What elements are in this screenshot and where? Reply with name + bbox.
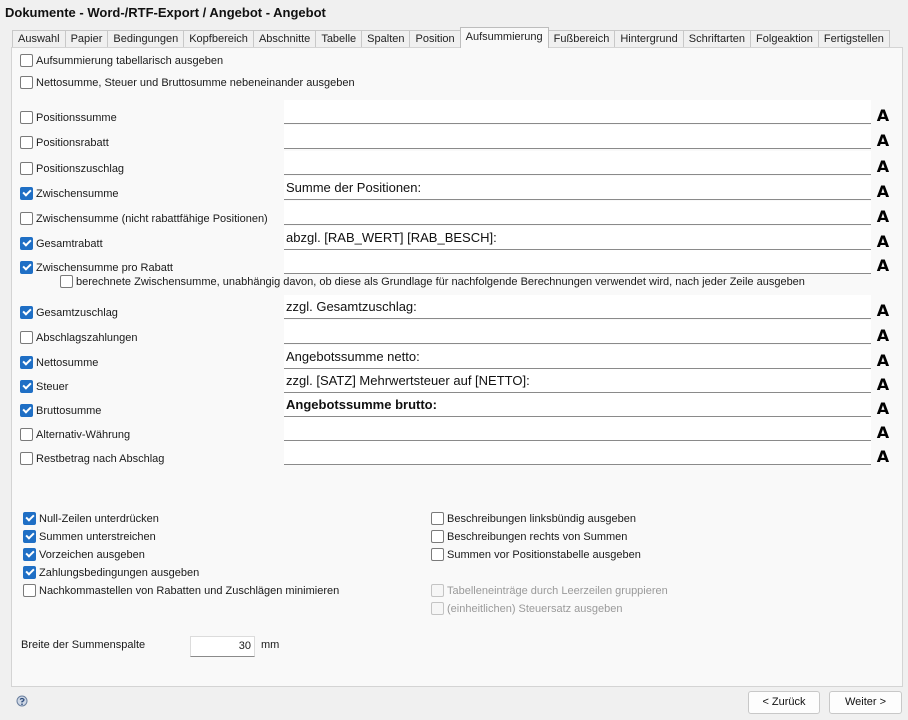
- option-zwischensumme-jeder-zeile[interactable]: [60, 275, 805, 288]
- sum-option-positionssumme[interactable]: [20, 111, 117, 124]
- tab-aufsummierung[interactable]: Aufsummierung: [460, 27, 549, 48]
- sum-option-positionszuschlag[interactable]: [20, 162, 124, 175]
- option-label: Nettosumme, Steuer und Bruttosumme nebeneinander ausgeben: [36, 76, 355, 89]
- option-label: Zahlungsbedingungen ausgeben: [39, 566, 200, 579]
- sum-option-zwischensumme-pro-rabatt[interactable]: [20, 261, 173, 274]
- sum-text-input-steuer[interactable]: zzgl. [SATZ] Mehrwertsteuer auf [NETTO]:: [284, 369, 871, 393]
- sum-option-steuer[interactable]: [20, 380, 68, 393]
- checkbox[interactable]: [431, 548, 444, 561]
- checkbox[interactable]: [431, 530, 444, 543]
- font-format-icon[interactable]: A: [876, 351, 890, 370]
- tab-auswahl[interactable]: Auswahl: [12, 30, 66, 48]
- option-label: Vorzeichen ausgeben: [39, 548, 145, 561]
- sum-column-width-input[interactable]: 30: [190, 636, 255, 657]
- option-nachkommastellen-von-rabatten-und-zuschlagen-minimieren[interactable]: [23, 584, 339, 597]
- checkbox[interactable]: [23, 584, 36, 597]
- option-tabelleneintrage-durch-leerzeilen-gruppieren: [431, 584, 668, 597]
- option-label: (einheitlichen) Steuersatz ausgeben: [447, 602, 623, 615]
- font-format-icon[interactable]: A: [876, 301, 890, 320]
- option-label: Nettosumme: [36, 356, 99, 369]
- sum-option-zwischensumme-nicht-rabattfahige-positionen[interactable]: [20, 212, 268, 225]
- sum-text-input-positionszuschlag[interactable]: [284, 151, 871, 175]
- font-format-icon[interactable]: A: [876, 423, 890, 442]
- tab-bar: [12, 28, 889, 48]
- option-label: Summen unterstreichen: [39, 530, 156, 543]
- checkbox[interactable]: [20, 380, 33, 393]
- option-label: Bruttosumme: [36, 404, 102, 417]
- font-format-icon[interactable]: A: [876, 131, 890, 150]
- option-label: Abschlagszahlungen: [36, 331, 138, 344]
- sum-text-input-alternativ-wahrung[interactable]: [284, 417, 871, 441]
- option-label: Alternativ-Währung: [36, 428, 131, 441]
- font-format-icon[interactable]: A: [876, 106, 890, 125]
- checkbox[interactable]: [20, 452, 33, 465]
- option-label: Zwischensumme (nicht rabattfähige Positionen): [36, 212, 268, 225]
- checkbox[interactable]: [431, 512, 444, 525]
- sum-text-input-bruttosumme[interactable]: Angebotssumme brutto:: [284, 393, 871, 417]
- font-format-icon[interactable]: A: [876, 157, 890, 176]
- option-summen-vor-positionstabelle-ausgeben[interactable]: [431, 548, 641, 561]
- checkbox[interactable]: [20, 331, 33, 344]
- font-format-icon[interactable]: A: [876, 256, 890, 275]
- option-label: Null-Zeilen unterdrücken: [39, 512, 159, 525]
- option-label: Positionssumme: [36, 111, 117, 124]
- sum-text-input-gesamtrabatt[interactable]: abzgl. [RAB_WERT] [RAB_BESCH]:: [284, 226, 871, 250]
- option-einheitlichen-steuersatz-ausgeben: [431, 602, 623, 615]
- checkbox[interactable]: [60, 275, 73, 288]
- tab-spalten[interactable]: Spalten: [361, 30, 410, 48]
- checkbox[interactable]: [20, 111, 33, 124]
- font-format-icon[interactable]: A: [876, 375, 890, 394]
- option-label: Beschreibungen rechts von Summen: [447, 530, 628, 543]
- tab-panel-aufsummierung: [11, 47, 903, 687]
- font-format-icon[interactable]: A: [876, 232, 890, 251]
- option-summen-unterstreichen[interactable]: [23, 530, 156, 543]
- font-format-icon[interactable]: A: [876, 182, 890, 201]
- option-label: berechnete Zwischensumme, unabhängig davon, ob diese als Grundlage für nachfolgende Berechnungen verwendet wird, nach jeder Zeile ausgeben: [76, 275, 805, 288]
- sum-text-input-positionssumme[interactable]: [284, 100, 871, 124]
- checkbox: [431, 602, 444, 615]
- sum-option-bruttosumme[interactable]: [20, 404, 101, 417]
- checkbox[interactable]: [20, 54, 33, 67]
- sum-option-gesamtzuschlag[interactable]: [20, 306, 118, 319]
- sum-text-input-abschlagszahlungen[interactable]: [284, 320, 871, 344]
- tab-schriftarten[interactable]: Schriftarten: [683, 30, 751, 48]
- option-label: Zwischensumme pro Rabatt: [36, 261, 173, 274]
- tab-bedingungen[interactable]: Bedingungen: [107, 30, 184, 48]
- tab-papier[interactable]: Papier: [65, 30, 109, 48]
- tab-folgeaktion[interactable]: Folgeaktion: [750, 30, 819, 48]
- sum-text-input-zwischensumme-pro-rabatt[interactable]: [284, 250, 871, 274]
- window-title: Dokumente - Word-/RTF-Export / Angebot - Angebot: [5, 5, 326, 20]
- option-beschreibungen-linksbundig-ausgeben[interactable]: [431, 512, 636, 525]
- back-button[interactable]: < Zurück: [748, 691, 820, 714]
- font-format-icon[interactable]: A: [876, 447, 890, 466]
- sum-text-input-nettosumme[interactable]: Angebotssumme netto:: [284, 345, 871, 369]
- option-vorzeichen-ausgeben[interactable]: [23, 548, 145, 561]
- checkbox[interactable]: [23, 548, 36, 561]
- sum-option-nettosumme[interactable]: [20, 356, 98, 369]
- sum-option-positionsrabatt[interactable]: [20, 136, 109, 149]
- sum-option-zwischensumme[interactable]: [20, 187, 119, 200]
- checkbox[interactable]: [23, 512, 36, 525]
- sum-option-abschlagszahlungen[interactable]: [20, 331, 138, 344]
- font-format-icon[interactable]: A: [876, 399, 890, 418]
- next-button[interactable]: Weiter >: [829, 691, 902, 714]
- checkbox[interactable]: [20, 404, 33, 417]
- sum-option-restbetrag-nach-abschlag[interactable]: [20, 452, 164, 465]
- tab-fussbereich[interactable]: Fußbereich: [548, 30, 616, 48]
- tab-position[interactable]: Position: [409, 30, 460, 48]
- option-zahlungsbedingungen-ausgeben[interactable]: [23, 566, 199, 579]
- option-label: Zwischensumme: [36, 187, 119, 200]
- option-beschreibungen-rechts-von-summen[interactable]: [431, 530, 627, 543]
- checkbox[interactable]: [20, 76, 33, 89]
- checkbox[interactable]: [20, 187, 33, 200]
- tab-kopfbereich[interactable]: Kopfbereich: [183, 30, 254, 48]
- sum-text-input-gesamtzuschlag[interactable]: zzgl. Gesamtzuschlag:: [284, 295, 871, 319]
- help-icon[interactable]: [16, 695, 28, 707]
- checkbox[interactable]: [20, 237, 33, 250]
- checkbox[interactable]: [20, 162, 33, 175]
- checkbox[interactable]: [20, 136, 33, 149]
- sum-option-gesamtrabatt[interactable]: [20, 237, 103, 250]
- option-label: Summen vor Positionstabelle ausgeben: [447, 548, 641, 561]
- sum-text-input-restbetrag-nach-abschlag[interactable]: [284, 441, 871, 465]
- checkbox[interactable]: [23, 530, 36, 543]
- option-label: Gesamtzuschlag: [36, 306, 118, 319]
- option-label: Tabelleneinträge durch Leerzeilen gruppieren: [447, 584, 668, 597]
- option-label: Positionszuschlag: [36, 162, 125, 175]
- option-label: Nachkommastellen von Rabatten und Zuschlägen minimieren: [39, 584, 340, 597]
- tab-hintergrund[interactable]: Hintergrund: [614, 30, 683, 48]
- sum-text-input-zwischensumme[interactable]: Summe der Positionen:: [284, 176, 871, 200]
- tab-tabelle[interactable]: Tabelle: [315, 30, 362, 48]
- font-format-icon[interactable]: A: [876, 326, 890, 345]
- checkbox: [431, 584, 444, 597]
- option-label: Steuer: [36, 380, 69, 393]
- checkbox[interactable]: [20, 306, 33, 319]
- option-null-zeilen-unterdrucken[interactable]: [23, 512, 159, 525]
- option-label: Gesamtrabatt: [36, 237, 103, 250]
- checkbox[interactable]: [20, 212, 33, 225]
- option-label: Restbetrag nach Abschlag: [36, 452, 165, 465]
- tab-abschnitte[interactable]: Abschnitte: [253, 30, 316, 48]
- option-label: Aufsummierung tabellarisch ausgeben: [36, 54, 224, 67]
- sum-column-width-unit: mm: [261, 639, 280, 651]
- checkbox[interactable]: [23, 566, 36, 579]
- checkbox[interactable]: [20, 428, 33, 441]
- option-label: Positionsrabatt: [36, 136, 109, 149]
- sum-option-alternativ-wahrung[interactable]: [20, 428, 130, 441]
- sum-text-input-positionsrabatt[interactable]: [284, 125, 871, 149]
- option-aufsummierung-tabellarisch[interactable]: [20, 54, 223, 67]
- sum-column-width-label: Breite der Summenspalte: [21, 639, 146, 651]
- sum-text-input-zwischensumme-nicht-rabattfahige-positionen[interactable]: [284, 201, 871, 225]
- option-summen-nebeneinander[interactable]: [20, 76, 355, 89]
- tab-fertigstellen[interactable]: Fertigstellen: [818, 30, 890, 48]
- font-format-icon[interactable]: A: [876, 207, 890, 226]
- checkbox[interactable]: [20, 261, 33, 274]
- option-label: Beschreibungen linksbündig ausgeben: [447, 512, 636, 525]
- checkbox[interactable]: [20, 356, 33, 369]
